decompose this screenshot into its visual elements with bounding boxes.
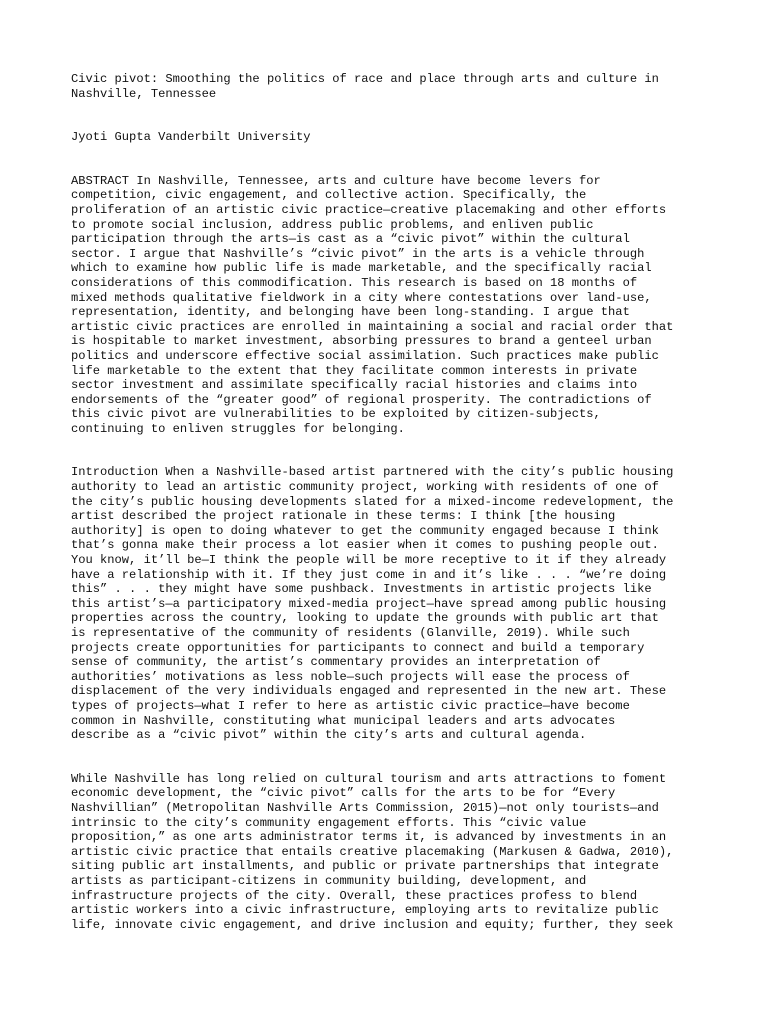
author-affiliation: Jyoti Gupta Vanderbilt University (71, 130, 311, 145)
paper-title: Civic pivot: Smoothing the politics of race and place through arts and culture in Nashville, Tennessee (71, 72, 659, 101)
document-page (71, 72, 711, 932)
introduction-paragraph: Introduction When a Nashville-based artist partnered with the city’s public housing authority to lead an artistic community project, working with residents of one of the city’s public housing developments slated for a mixed-income redevelopment, the artist described the project rationale in these terms: I think [the housing authority] is open to doing whatever to get the community engaged because I think that’s gonna make their process a lot easier when it comes to pushing people out. You know, it’ll be—I think the people will be more receptive to it if they already have a relationship with it. If they just come in and it’s like . . . “we’re doing this” . . . they might have some pushback. Investments in artistic projects like this artist’s—a participatory mixed-media project—have spread among public housing properties across the country, looking to update the grounds with public art that is representative of the community of residents (Glanville, 2019). While such projects create opportunities for participants to connect and build a temporary sense of community, the artist’s commentary provides an interpretation of authorities’ motivations as less noble—such projects will ease the process of displacement of the very individuals engaged and represented in the new art. These types of projects—what I refer to here as artistic civic practice—have become common in Nashville, constituting what municipal leaders and arts advocates describe as a “civic pivot” within the city’s arts and cultural agenda. (71, 465, 674, 743)
body-paragraph: While Nashville has long relied on cultural tourism and arts attractions to foment economic development, the “civic pivot” calls for the arts to be for “Every Nashvillian” (Metropolitan Nashville Arts Commission, 2015)—not only tourists—and intrinsic to the city’s community engagement efforts. This “civic value proposition,” as one arts administrator terms it, is advanced by investments in an artistic civic practice that entails creative placemaking (Markusen & Gadwa, 2010), siting public art installments, and public or private partnerships that integrate artists as participant-citizens in community building, development, and infrastructure projects of the city. Overall, these practices profess to blend artistic workers into a civic infrastructure, employing arts to revitalize public life, innovate civic engagement, and drive inclusion and equity; further, they seek (71, 771, 674, 932)
abstract-paragraph: ABSTRACT In Nashville, Tennessee, arts and culture have become levers for competition, civic engagement, and collective action. Specifically, the proliferation of an artistic civic practice—creative placemaking and other efforts to promote social inclusion, address public problems, and enliven public participation through the arts—is cast as a “civic pivot” within the cultural sector. I argue that Nashville’s “civic pivot” in the arts is a vehicle through which to examine how public life is made marketable, and the specifically racial considerations of this commodification. This research is based on 18 months of mixed methods qualitative fieldwork in a city where contestations over land-use, representation, identity, and belonging have been long-standing. I argue that artistic civic practices are enrolled in maintaining a social and racial order that is hospitable to market investment, absorbing pressures to brand a genteel urban politics and underscore effective social assimilation. Such practices make public life marketable to the extent that they facilitate common interests in private sector investment and assimilate specifically racial histories and claims into endorsements of the “greater good” of regional prosperity. The contradictions of this civic pivot are vulnerabilities to be exploited by citizen-subjects, continuing to enliven struggles for belonging. (71, 173, 674, 436)
